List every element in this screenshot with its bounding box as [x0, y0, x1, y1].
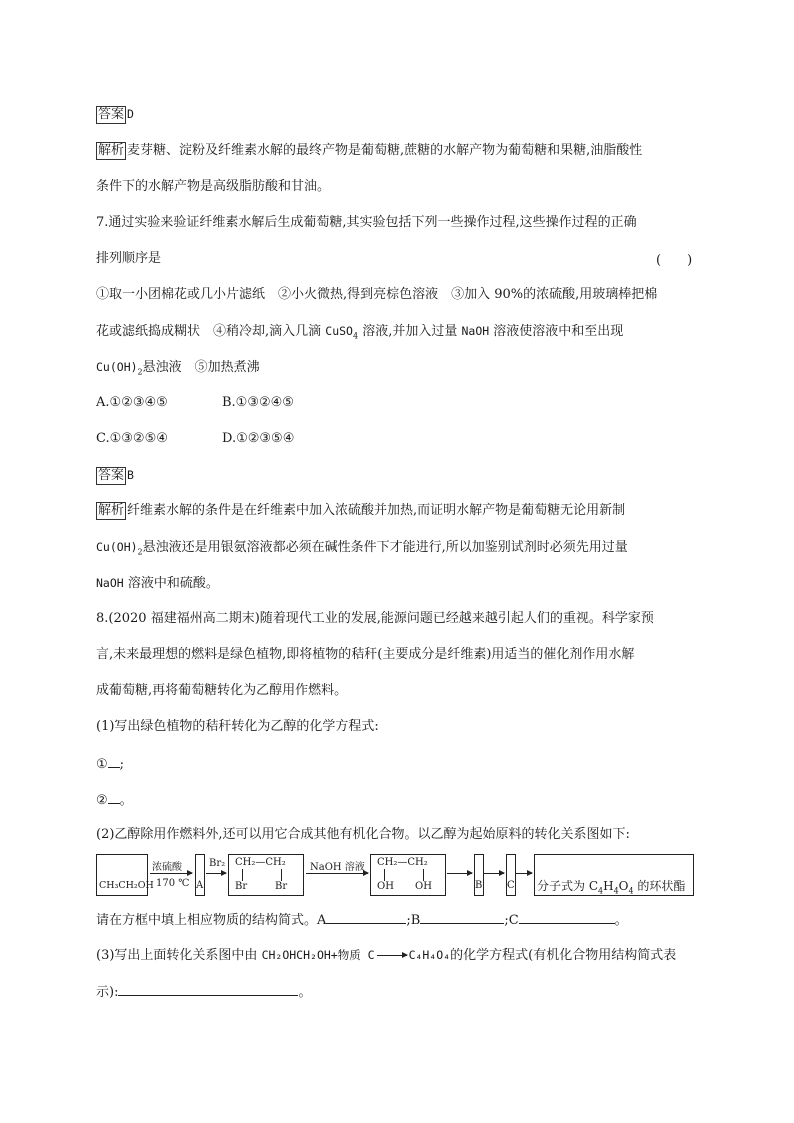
q7-analysis-2 — [96, 537, 628, 563]
q6-analysis: 麦芽糖、淀粉及纤维素水解的最终产物是葡萄糖,蔗糖的水解产物为葡萄糖和果糖,油脂酸性 — [127, 143, 643, 158]
q8-sub1-a-label: ① — [96, 757, 108, 772]
q8-stem-1: 8.(2020 福建福州高二期末)随着现代工业的发展,能源问题已经越来越引起人们的重视。科学家预 — [96, 611, 654, 626]
bond-right — [423, 869, 424, 881]
naoh-formula: NaOH — [96, 576, 124, 590]
q7-steps-2 — [96, 321, 623, 347]
q8-sub3-cont — [96, 981, 311, 1003]
analysis-tag: 解析 — [98, 143, 125, 158]
q6-analysis-line — [96, 141, 642, 161]
dibromoethane-box — [228, 854, 304, 896]
ethanol-box — [96, 854, 154, 896]
cuso4-formula: CuSO — [325, 324, 353, 338]
q8-sub1-b-label: ② — [96, 793, 108, 808]
q8-sub2-fill — [96, 909, 628, 931]
q7-steps-2a: 花或滤纸捣成糊状 ④稍冷却,滴入几滴 — [96, 324, 326, 339]
bond-left — [384, 869, 385, 881]
q8-sub1-b — [96, 789, 133, 811]
q8-sub1-b-blank[interactable] — [108, 789, 120, 804]
q7-stem-2: 排列顺序是 — [96, 251, 162, 266]
fill-b-blank[interactable] — [420, 909, 504, 924]
q7-answer-paren: ( ) — [656, 253, 693, 268]
analysis-tag: 解析 — [98, 503, 125, 518]
fill-b-label: ;B — [406, 913, 421, 928]
cyclic-ester-box — [534, 854, 694, 896]
conversion-diagram — [96, 852, 696, 902]
fill-end: 。 — [614, 913, 628, 928]
q8-sub3 — [96, 945, 676, 966]
q7-option-c: C.①③②⑤④ — [96, 431, 168, 446]
answer-tag: 答案 — [98, 107, 125, 122]
fill-a-blank[interactable] — [326, 909, 406, 924]
cuoh2-sub: 2 — [137, 367, 143, 377]
q7-steps-2b: 溶液,并加入过量 — [358, 324, 462, 339]
cuoh2-sub: 2 — [137, 547, 143, 557]
q7-option-d: D.①②③⑤④ — [222, 431, 295, 446]
box-b[interactable] — [474, 854, 484, 896]
diol-oh-right: OH — [415, 881, 432, 892]
fill-c-label: ;C — [504, 913, 519, 928]
bond-left — [242, 869, 243, 881]
sub3-eq: CH₂OHCH₂OH+物质 C — [261, 948, 375, 962]
q7-answer: B — [127, 468, 134, 482]
q7-steps-3b: 悬浊液 ⑤加热煮沸 — [142, 360, 260, 375]
dibromo-br-left: Br — [235, 881, 248, 892]
arrow-1 — [150, 873, 192, 874]
q7-analysis-3 — [96, 573, 219, 594]
q6-answer-line — [96, 104, 134, 125]
cuso4-sub: 4 — [352, 331, 359, 341]
q7-steps-2c: 溶液使溶液中和至出现 — [489, 324, 624, 339]
naoh-formula: NaOH — [461, 324, 490, 338]
sub3-end: 。 — [298, 985, 312, 1000]
q8-stem-2: 言,未来最理想的燃料是绿色植物,即将植物的秸秆(主要成分是纤维素)用适当的催化剂作用水解 — [96, 647, 635, 662]
label-b: B — [475, 880, 483, 891]
q8-sub1-a-blank[interactable] — [108, 753, 120, 768]
q7-option-b: B.①③②④⑤ — [222, 395, 294, 410]
cyclic-ester-label: 分子式为 $C_4H_4O_4$ 的环状酯 — [537, 879, 686, 896]
q7-analysis-2b: 悬浊液还是用银氨溶液都必须在碱性条件下才能进行,所以加鉴别试剂时必须先用过量 — [142, 540, 628, 555]
arrow-5 — [484, 873, 504, 874]
sub3-text: 的化学方程式(有机化合物用结构简式表 — [450, 948, 677, 963]
cond-conc-h2so4: 浓硫酸 — [152, 862, 182, 873]
sub3-cont-label: 示): — [96, 985, 119, 1000]
cuoh2-formula: Cu(OH) — [96, 540, 138, 554]
cond-naoh: NaOH 溶液 — [310, 862, 365, 873]
answer-tag: 答案 — [98, 468, 125, 483]
q8-sub1-a-end: ; — [119, 757, 125, 772]
fill-a-label: 请在方框中填上相应物质的结构简式。A — [96, 913, 327, 928]
q8-sub1: (1)写出绿色植物的秸秆转化为乙醇的化学方程式: — [96, 719, 379, 734]
q7-steps-1: ①取一小团棉花或几小片滤纸 ②小火微热,得到亮棕色溶液 ③加入 90%的浓硫酸,用玻璃棒把棉 — [96, 287, 658, 302]
diol-oh-left: OH — [377, 881, 394, 892]
ethanol-formula: CH₃CH₂OH — [99, 880, 154, 891]
sub3-prefix: (3)写出上面转化关系图中由 — [96, 948, 262, 963]
q8-sub1-a — [96, 753, 124, 775]
dibromo-top: CH₂—CH₂ — [235, 857, 286, 868]
q8-sub1-b-end: 。 — [119, 793, 133, 808]
q7-analysis-3b: 溶液中和硫酸。 — [123, 576, 219, 591]
arrow-3 — [306, 873, 368, 874]
q6-answer: D — [127, 107, 134, 121]
box-a[interactable] — [195, 854, 205, 896]
arrow-4 — [447, 873, 472, 874]
q8-stem-3: 成葡萄糖,再将葡萄糖转化为乙醇用作燃料。 — [96, 683, 348, 698]
bond-right — [281, 869, 282, 881]
cuoh2-formula: Cu(OH) — [96, 360, 138, 374]
q7-option-a: A.①②③④⑤ — [96, 395, 168, 410]
cond-170c: 170 ℃ — [156, 878, 190, 889]
cond-br2: Br₂ — [209, 858, 226, 869]
sub3-blank[interactable] — [118, 981, 298, 996]
label-a: A — [196, 880, 204, 891]
ethylene-glycol-box — [370, 854, 446, 896]
q7-stem-1: 7.通过实验来验证纤维素水解后生成葡萄糖,其实验包括下列一些操作过程,这些操作过程的正确 — [96, 215, 637, 230]
arrow-6 — [516, 873, 532, 874]
q8-sub2: (2)乙醇除用作燃料外,还可以用它合成其他有机化合物。以乙醇为起始原料的转化关系图如下: — [96, 827, 630, 842]
dibromo-br-right: Br — [275, 881, 288, 892]
q6-analysis-cont: 条件下的水解产物是高级脂肪酸和甘油。 — [96, 179, 331, 194]
diol-top: CH₂—CH₂ — [377, 857, 428, 868]
arrow-2 — [206, 873, 226, 874]
sub3-arrow — [377, 955, 407, 956]
label-c: C — [507, 880, 515, 891]
sub3-product: C₄H₄O₄ — [408, 948, 451, 962]
q7-analysis: 纤维素水解的条件是在纤维素中加入浓硫酸并加热,而证明水解产物是葡萄糖无论用新制 — [127, 503, 626, 518]
q7-analysis-line — [96, 501, 625, 521]
q7-answer-line — [96, 465, 134, 486]
box-c[interactable] — [506, 854, 516, 896]
q7-steps-3 — [96, 357, 260, 383]
fill-c-blank[interactable] — [519, 909, 615, 924]
